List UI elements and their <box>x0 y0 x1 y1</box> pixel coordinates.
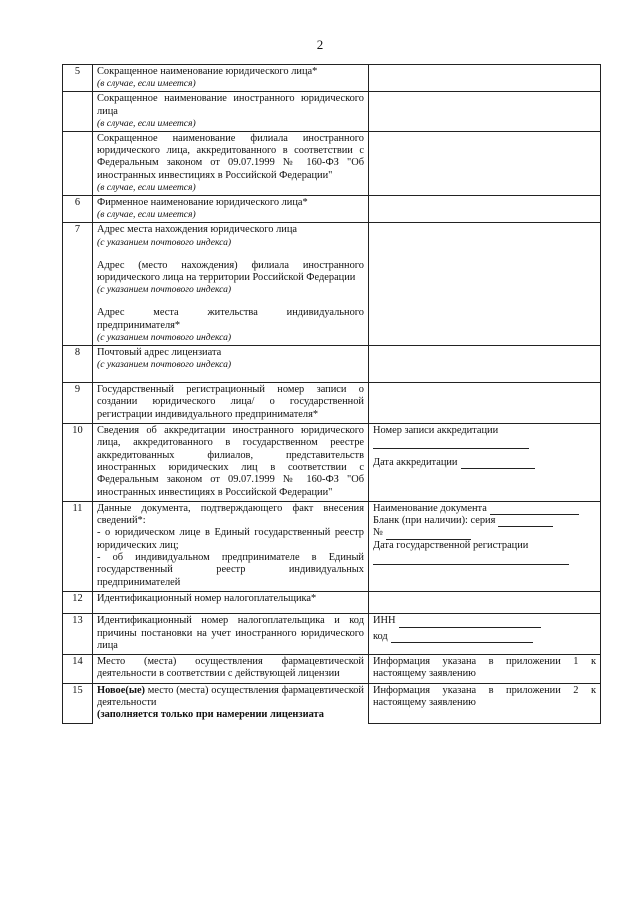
field-note: (в случае, если имеется) <box>97 78 196 90</box>
row-number: 15 <box>63 683 93 723</box>
field-label <box>93 655 369 684</box>
value-cell[interactable] <box>369 223 601 345</box>
accreditation-number-label: Номер записи аккредитации <box>373 425 499 437</box>
table-row <box>63 424 601 502</box>
field-note: (с указанием почтового индекса) <box>97 331 232 343</box>
appendix-note: Информация указана в приложении 2 к настоящему заявлению <box>373 684 596 708</box>
field-text: Адрес места жительства индивидуального предпринимателя* <box>97 307 364 331</box>
table-row <box>63 591 601 613</box>
inn-label: ИНН <box>373 615 396 627</box>
field-note: (в случае, если имеется) <box>97 117 196 129</box>
field-note: (в случае, если имеется) <box>97 182 196 194</box>
field-label <box>93 345 369 382</box>
table-row <box>63 223 601 345</box>
field-label <box>93 223 369 345</box>
row-number <box>63 92 93 132</box>
row-number: 11 <box>63 501 93 591</box>
value-line <box>373 554 596 569</box>
field-text: Идентификационный номер налогоплательщика и код причины постановки на учет иностранного юридического лица <box>97 615 364 651</box>
row-number: 6 <box>63 196 93 223</box>
field-label <box>93 196 369 223</box>
table-row <box>63 501 601 591</box>
row-number: 14 <box>63 655 93 684</box>
field-text: Адрес (место нахождения) филиала иностранного юридического лица на территории Российской Федерации <box>97 259 364 283</box>
page-number: 2 <box>316 37 324 52</box>
field-text-bold: (заполняется только при намерении лицензиата <box>97 709 324 721</box>
field-label <box>93 424 369 502</box>
row-number <box>63 131 93 195</box>
field-text: Фирменное наименование юридического лица* <box>97 197 308 209</box>
table-row <box>63 196 601 223</box>
accreditation-date-label: Дата аккредитации <box>373 456 458 468</box>
value-line <box>373 515 553 527</box>
value-cell[interactable] <box>369 65 601 92</box>
field-text: - об индивидуальном предпринимателе в Единый государственный реестр индивидуальных предпринимателей <box>97 552 364 588</box>
blank-series-field[interactable] <box>498 516 553 527</box>
table-row <box>63 383 601 424</box>
table-row <box>63 65 601 92</box>
value-cell[interactable] <box>369 196 601 223</box>
row-number: 12 <box>63 591 93 613</box>
field-label <box>93 614 369 655</box>
value-line <box>373 425 596 437</box>
registration-date-label: Дата государственной регистрации <box>373 539 529 551</box>
field-text: Почтовый адрес лицензиата <box>97 346 222 358</box>
value-cell <box>369 424 601 502</box>
field-text: Сокращенное наименование филиала иностранного юридического лица, аккредитованного в соответствии с Федеральным законом от 09.07.1999 № 160-ФЗ "Об иностранных инвестициях в Российской Федерации" <box>97 132 364 181</box>
field-label <box>93 591 369 613</box>
row-number: 5 <box>63 65 93 92</box>
value-cell[interactable] <box>369 591 601 613</box>
value-cell[interactable] <box>369 131 601 195</box>
value-cell <box>369 501 601 591</box>
field-text: Сокращенное наименование юридического лица* <box>97 66 318 77</box>
value-cell <box>369 655 601 684</box>
appendix-note: Информация указана в приложении 1 к настоящему заявлению <box>373 656 596 680</box>
field-text <box>97 685 364 710</box>
registration-date-field[interactable] <box>373 554 569 565</box>
kpp-field[interactable] <box>391 632 533 643</box>
blank-number-label: № <box>373 527 383 539</box>
field-text-plain: место (места) осуществления фармацевтической деятельности <box>97 684 364 708</box>
row-number: 8 <box>63 345 93 382</box>
field-label <box>93 65 369 92</box>
field-note: (с указанием почтового индекса) <box>97 359 232 371</box>
field-text-bold: Новое(ые) <box>97 684 146 696</box>
table-row <box>63 655 601 684</box>
field-label <box>93 131 369 195</box>
field-text: Адрес места нахождения юридического лица <box>97 224 297 236</box>
table-row <box>63 131 601 195</box>
field-text: Сведения об аккредитации иностранного юридического лица, аккредитованного в государственном реестре аккредитованных филиалов, представительств иностранных юридических лиц в соответствии с Федеральным законом от 09.07.1999 № 160-ФЗ "Об иностранных инвестициях в Российской Федерации" <box>97 425 364 498</box>
value-line <box>373 631 533 643</box>
field-note: (в случае, если имеется) <box>97 209 196 221</box>
field-note: (с указанием почтового индекса) <box>97 284 232 296</box>
accreditation-number-field[interactable] <box>373 438 529 449</box>
value-cell[interactable] <box>369 383 601 424</box>
kpp-label: код <box>373 630 388 642</box>
spacer <box>97 248 364 260</box>
document-name-label: Наименование документа <box>373 502 487 514</box>
blank-number-field[interactable] <box>386 529 471 540</box>
table-row <box>63 345 601 382</box>
field-label <box>93 683 369 723</box>
field-label <box>93 383 369 424</box>
table-row <box>63 683 601 723</box>
field-label <box>93 501 369 591</box>
field-text: Место (места) осуществления фармацевтической деятельности в соответствии с действующей лицензии <box>97 656 364 680</box>
value-line <box>373 457 535 469</box>
value-line <box>373 615 541 627</box>
field-text: Сокращенное наименование иностранного юридического лица <box>97 93 364 117</box>
value-line <box>373 540 596 552</box>
document-name-field[interactable] <box>490 504 579 515</box>
field-text: - о юридическом лице в Единый государственный реестр юридических лиц; <box>97 527 364 551</box>
accreditation-date-field[interactable] <box>461 458 536 469</box>
value-line <box>373 503 579 515</box>
field-label <box>93 92 369 132</box>
value-cell[interactable] <box>369 345 601 382</box>
blank-series-label: Бланк (при наличии): серия <box>373 515 496 527</box>
row-number: 7 <box>63 223 93 345</box>
field-text: Данные документа, подтверждающего факт внесения сведений*: <box>97 502 364 527</box>
field-text: Идентификационный номер налогоплательщика* <box>97 592 317 604</box>
license-application-table <box>62 64 601 724</box>
row-number: 9 <box>63 383 93 424</box>
row-number: 10 <box>63 424 93 502</box>
row-number: 13 <box>63 614 93 655</box>
value-cell <box>369 614 601 655</box>
spacer <box>97 295 364 307</box>
inn-field[interactable] <box>399 617 541 628</box>
value-cell[interactable] <box>369 92 601 132</box>
table-row <box>63 92 601 132</box>
field-note: (с указанием почтового индекса) <box>97 236 232 248</box>
value-cell <box>369 683 601 723</box>
value-line <box>373 527 471 539</box>
table-row <box>63 614 601 655</box>
field-text: Государственный регистрационный номер записи о создании юридического лица/ о государственной регистрации индивидуального предпринимателя* <box>97 384 364 420</box>
value-line <box>373 438 596 453</box>
